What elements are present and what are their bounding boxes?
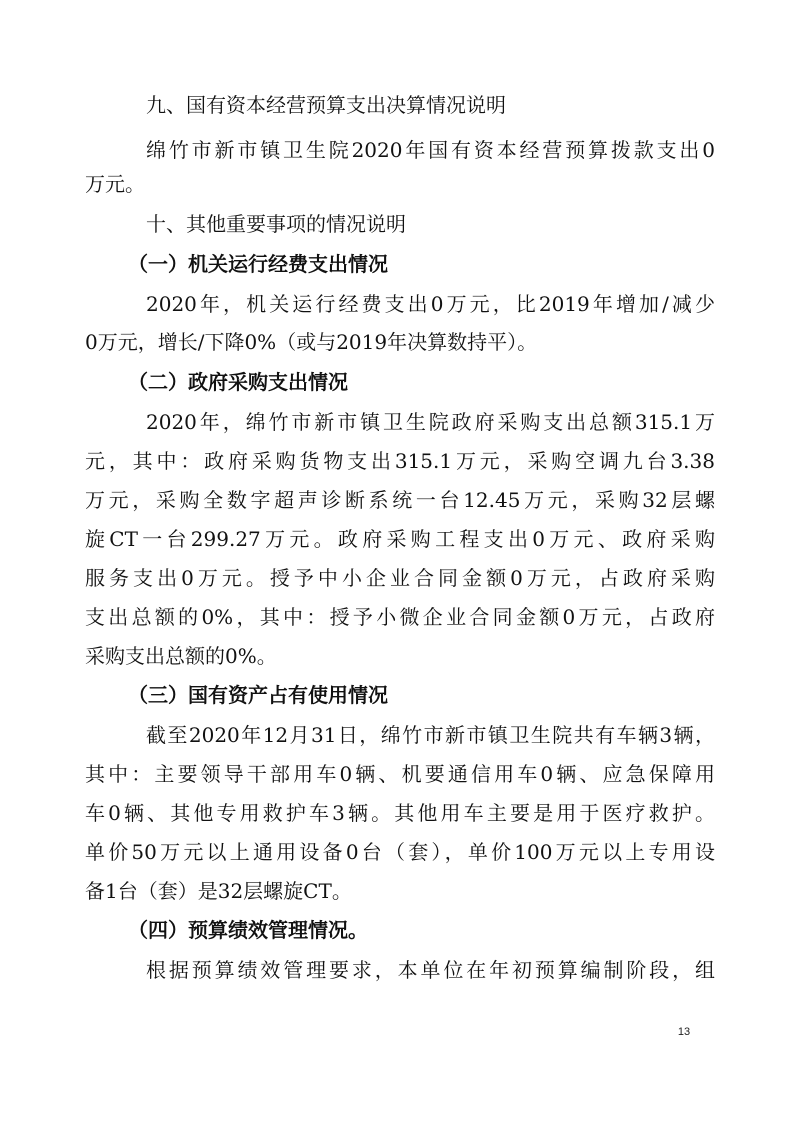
- body-line: 截至2020年12月31日，绵竹市新市镇卫生院共有车辆3辆，: [146, 723, 715, 747]
- subsection-heading-4: （四）预算绩效管理情况。: [128, 918, 368, 942]
- page-number: 13: [677, 1026, 691, 1038]
- section-heading-9: 九、国有资本经营预算支出决算情况说明: [146, 93, 506, 117]
- body-line: 备1台（套）是32层螺旋CT。: [85, 879, 352, 903]
- body-line: 其中：主要领导干部用车0辆、机要通信用车0辆、应急保障用: [85, 762, 715, 786]
- body-line: 采购支出总额的0%。: [85, 644, 277, 668]
- body-line: 万元，采购全数字超声诊断系统一台12.45万元，采购32层螺: [85, 488, 715, 512]
- body-line: 0万元，增长/下降0%（或与2019年决算数持平）。: [85, 330, 538, 354]
- body-line: 支出总额的0%，其中：授予小微企业合同金额0万元，占政府: [85, 605, 715, 629]
- subsection-heading-3: （三）国有资产占有使用情况: [128, 683, 388, 707]
- body-line: 2020年，绵竹市新市镇卫生院政府采购支出总额315.1万: [146, 410, 715, 434]
- body-line: 元，其中：政府采购货物支出315.1万元，采购空调九台3.38: [85, 449, 715, 473]
- section-heading-10: 十、其他重要事项的情况说明: [146, 212, 406, 236]
- body-line: 绵竹市新市镇卫生院2020年国有资本经营预算拨款支出0: [146, 138, 715, 162]
- subsection-heading-1: （一）机关运行经费支出情况: [128, 252, 388, 276]
- body-line: 2020年，机关运行经费支出0万元，比2019年增加/减少: [146, 292, 715, 316]
- subsection-heading-2: （二）政府采购支出情况: [128, 370, 348, 394]
- body-line: 单价50万元以上通用设备0台（套），单价100万元以上专用设: [85, 840, 715, 864]
- body-line: 根据预算绩效管理要求，本单位在年初预算编制阶段，组: [146, 958, 715, 982]
- body-line: 服务支出0万元。授予中小企业合同金额0万元，占政府采购: [85, 566, 715, 590]
- body-line: 车0辆、其他专用救护车3辆。其他用车主要是用于医疗救护。: [85, 801, 715, 825]
- body-line: 旋CT一台299.27万元。政府采购工程支出0万元、政府采购: [85, 527, 715, 551]
- body-line: 万元。: [85, 172, 145, 196]
